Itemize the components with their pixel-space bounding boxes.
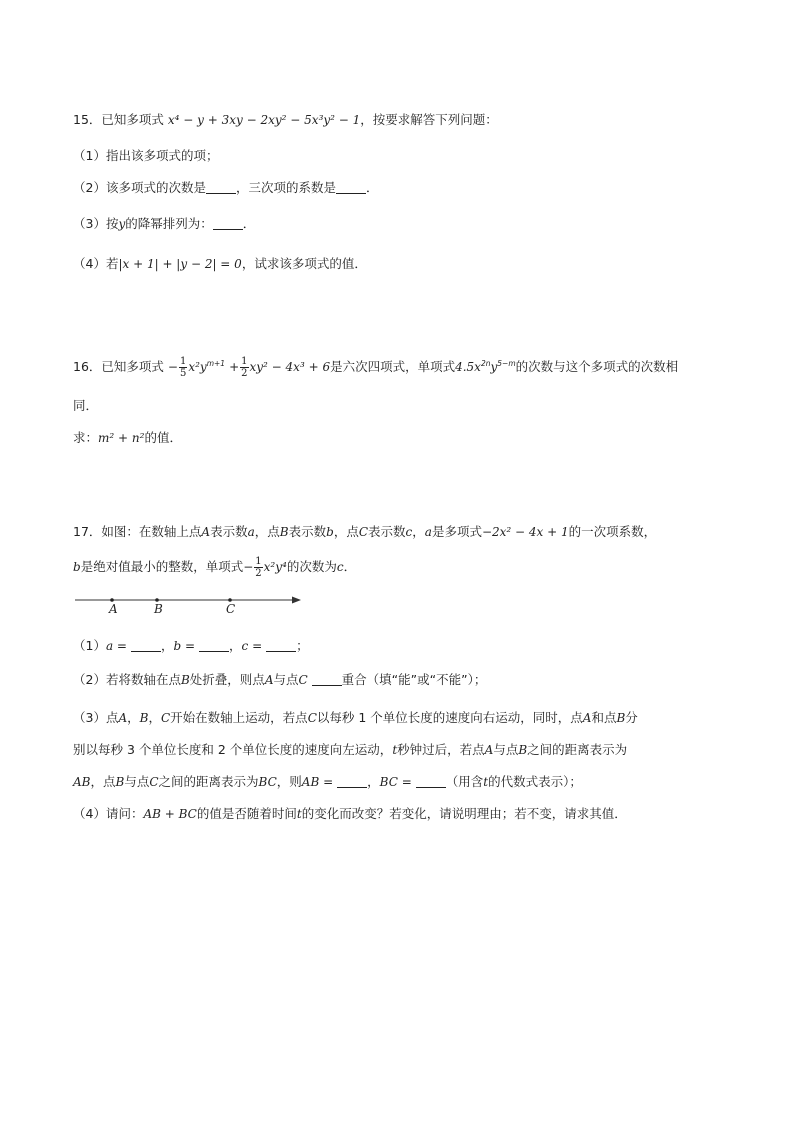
part-text: 重合（填“能”或“不能”）； [341,672,487,687]
q15-intro [73,110,498,128]
math-var: C [298,673,308,687]
math-var: b [73,560,81,574]
math-var: y [490,360,498,374]
part-text: （2）该多项式的次数是 [73,180,206,195]
part-text: 处折叠，则点 [189,672,265,687]
math-var: BC [258,775,277,789]
math-term: x²y [188,360,207,374]
answer-blank[interactable] [337,775,367,788]
part-text: ， [127,710,140,725]
math-var: C [160,711,171,725]
math-var: B [180,673,190,687]
question-text: 表示数 [210,524,248,539]
part-text: ， [148,710,161,725]
q15-part4 [73,254,367,272]
math-var: t [392,743,398,757]
part-text: （2）若将数轴在点 [73,672,181,687]
part-text: ． [242,216,256,231]
q15-part1 [73,146,218,164]
math-var: A [201,525,211,539]
question-text: 已知多项式 [101,359,164,374]
part-text: （用含 [445,774,484,789]
math-var: a [424,525,432,539]
fraction-numerator: 1 [255,556,262,567]
math-var: c [336,560,344,574]
fraction-numerator: 1 [241,356,248,367]
polynomial-expression: −2x² − 4x + 1 [481,525,569,539]
question-text: 的次数与这个多项式的次数相 [515,359,679,374]
math-var: C [149,775,159,789]
math-var: B [115,775,125,789]
part-text: 的变化而改变？若变化，请说明理由；若不变，请求其值． [301,806,627,821]
part-text: 和点 [591,710,617,725]
fraction-numerator: 1 [179,356,187,367]
part-text: 之间的距离表示为 [527,742,628,757]
q15-part2 [73,178,379,196]
condition-expression: |x + 1| + |y − 2| = 0 [118,257,242,271]
part-text: （1）指出该多项式的项； [73,148,219,163]
q17-part4 [73,804,627,822]
question-text: 是六次四项式，单项式 [330,359,456,374]
fraction-denominator: 2 [241,368,248,379]
exponent: m+1 [206,359,226,368]
math-eq: c = [241,639,263,653]
question-text: 求： [73,430,99,445]
part-text: 以每秒 1 个单位长度的速度向右运动，同时，点 [316,710,583,725]
question-number: 16． [73,359,102,374]
math-var: C [307,711,317,725]
answer-blank[interactable] [206,181,236,194]
part-text: ，点 [90,774,116,789]
math-var: B [616,711,626,725]
question-text: ． [343,559,357,574]
part-text: （4）请问： [73,806,144,821]
math-eq: a = [105,639,127,653]
question-text: 的值． [144,430,182,445]
part-text: ， [229,638,242,653]
math-var: B [279,525,289,539]
q17-line1 [73,522,656,540]
part-text: 之间的距离表示为 [158,774,259,789]
point-a-label: A [109,602,118,616]
question-text: 表示数 [368,524,406,539]
answer-blank[interactable] [199,639,229,652]
point-c-label: C [226,602,236,616]
fraction-denominator: 5 [179,368,187,379]
answer-blank[interactable] [131,639,161,652]
part-text: ． [365,180,379,195]
q17-part3-line2 [73,740,627,758]
question-text: 是多项式 [431,524,482,539]
answer-blank[interactable] [213,217,243,230]
part-text: ； [296,638,309,653]
question-text: 表示数 [288,524,327,539]
fraction [254,556,262,579]
math-var: c [405,525,413,539]
math-eq: b = [173,639,196,653]
math-var: t [483,775,489,789]
q17-part1 [73,636,309,654]
monomial: 4.5x [455,360,481,374]
part-text: ，试求该多项式的值． [241,256,367,271]
polynomial-expression: x⁴ − y + 3xy − 2xy² − 5x³y² − 1 [167,113,361,127]
part-text: 与点 [493,742,519,757]
math-var: A [264,673,274,687]
part-text: 的值是否随着时间 [196,806,297,821]
part-text: 开始在数轴上运动，若点 [170,710,308,725]
math-var: b [326,525,334,539]
q17-part3-line1 [73,708,638,726]
part-text: 分 [625,710,638,725]
point-b-label: B [154,602,163,616]
q17-line2 [73,556,356,579]
question-text: ， [412,524,425,539]
math-var: B [139,711,149,725]
math-var: t [296,807,302,821]
question-text: 已知多项式 [101,112,164,127]
exponent: 2n [480,359,491,368]
question-text: 是绝对值最小的整数，单项式 [80,559,244,574]
number-line [73,594,305,616]
math-var: A [484,743,494,757]
q16-intro [73,356,678,379]
fraction [240,356,248,379]
math-var: AB [73,775,91,789]
question-number: 15． [73,112,102,127]
question-text: ，点 [254,524,280,539]
part-text: ，则 [276,774,302,789]
monomial: x²y⁴ [263,560,287,574]
part-text: （3）点 [73,710,119,725]
answer-blank[interactable] [266,639,296,652]
part-text: 的降幂排列为： [125,216,213,231]
q16-line3 [73,428,182,446]
fraction [179,356,187,379]
part-text: ， [367,774,380,789]
math-expression: AB + BC [143,807,197,821]
part-text: 的代数式表示）； [488,774,582,789]
question-number: 17． [73,524,102,539]
number-line-arrow [292,597,301,604]
math-sign: + [229,360,240,374]
math-var: A [582,711,592,725]
question-text: 的次数为 [286,559,337,574]
part-text: （3）按 [73,216,119,231]
math-var: B [518,743,528,757]
q17-part2 [73,670,486,688]
answer-blank[interactable] [416,775,446,788]
q16-line2 [73,396,98,414]
question-text: 同． [73,398,99,413]
part-text: （1） [73,638,106,653]
math-var: C [358,525,369,539]
math-sign: − [167,360,178,374]
part-text: 与点 [273,672,299,687]
target-expression: m² + n² [98,431,145,445]
answer-blank[interactable] [336,181,366,194]
part-text: 秒钟过后，若点 [397,742,485,757]
question-text: ，点 [333,524,359,539]
question-text: ，按要求解答下列问题： [360,112,498,127]
question-text: 如图：在数轴上点 [101,524,202,539]
exponent: 5−m [497,359,516,368]
q17-part3-line3 [73,772,582,790]
part-text: （4）若 [73,256,119,271]
part-text: ，三次项的系数是 [235,180,336,195]
part-text: ， [160,638,174,653]
math-eq: AB = [301,775,334,789]
math-var: y [118,217,126,231]
question-text: 的一次项系数， [568,524,657,539]
math-term: xy² − 4x³ + 6 [249,360,331,374]
part-text: 别以每秒 3 个单位长度和 2 个单位长度的速度向左运动， [73,742,393,757]
q15-part3 [73,214,255,232]
math-sign: − [243,560,254,574]
math-var: A [118,711,128,725]
fraction-denominator: 2 [255,568,262,579]
math-var: a [247,525,255,539]
math-eq: BC = [379,775,412,789]
answer-blank[interactable] [312,673,342,686]
part-text: 与点 [124,774,150,789]
